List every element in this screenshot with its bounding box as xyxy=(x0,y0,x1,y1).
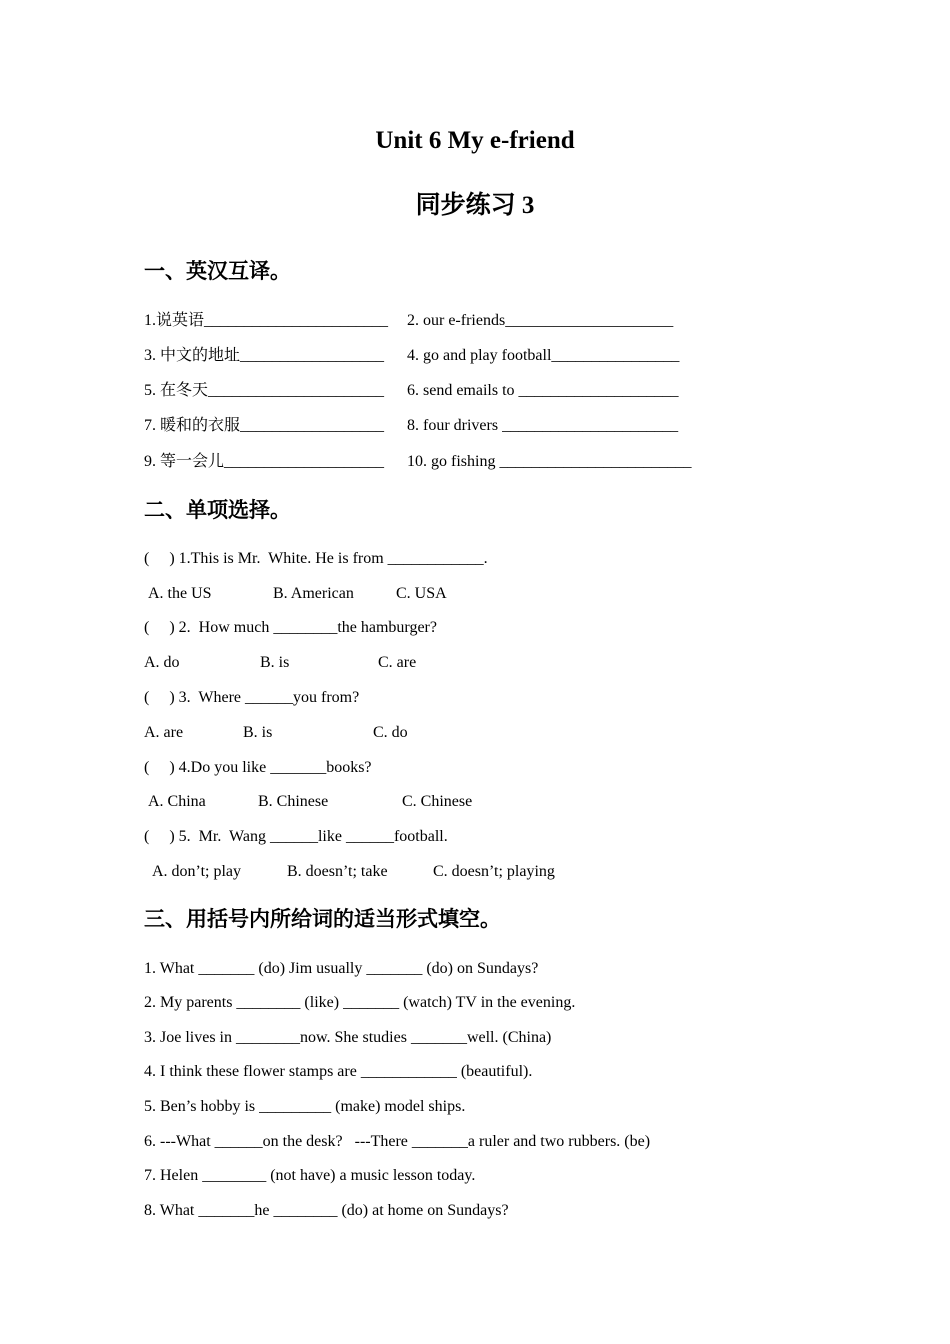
choice-question-4: ( ) 4.Do you like _______books? xyxy=(144,759,372,776)
fill-item-7: 7. Helen ________ (not have) a music lesson today. xyxy=(144,1167,476,1184)
choice-3-option-c: C. do xyxy=(373,724,408,741)
choice-question-5: ( ) 5. Mr. Wang ______like ______football. xyxy=(144,828,448,845)
fill-item-8: 8. What _______he ________ (do) at home on Sundays? xyxy=(144,1202,509,1219)
translation-item-9: 9. 等一会儿____________________ xyxy=(144,453,385,470)
choice-2-option-a: A. do xyxy=(144,654,180,671)
section2-heading: 二、单项选择。 xyxy=(144,498,291,522)
fill-item-1: 1. What _______ (do) Jim usually _______ (do) on Sundays? xyxy=(144,960,539,977)
translation-item-10: 10. go fishing ________________________ xyxy=(407,453,692,470)
fill-item-3: 3. Joe lives in ________now. She studies _______well. (China) xyxy=(144,1029,552,1046)
choice-1-option-a: A. the US xyxy=(148,585,212,602)
fill-item-5: 5. Ben’s hobby is _________ (make) model ships. xyxy=(144,1098,466,1115)
choice-3-option-b: B. is xyxy=(243,724,273,741)
translation-item-3: 3. 中文的地址__________________ xyxy=(144,347,385,364)
choice-2-option-c: C. are xyxy=(378,654,417,671)
translation-item-2: 2. our e-friends_____________________ xyxy=(407,312,674,329)
choice-4-option-c: C. Chinese xyxy=(402,793,473,810)
section1-heading: 一、英汉互译。 xyxy=(144,259,291,283)
choice-5-option-a: A. don’t; play xyxy=(152,863,242,880)
translation-item-4: 4. go and play football________________ xyxy=(407,347,680,364)
translation-item-6: 6. send emails to ____________________ xyxy=(407,382,679,399)
choice-question-2: ( ) 2. How much ________the hamburger? xyxy=(144,619,437,636)
choice-1-option-c: C. USA xyxy=(396,585,447,602)
fill-item-2: 2. My parents ________ (like) _______ (watch) TV in the evening. xyxy=(144,994,576,1011)
section3-heading: 三、用括号内所给词的适当形式填空。 xyxy=(144,907,501,931)
translation-item-1: 1.说英语_______________________ xyxy=(144,312,389,329)
choice-2-option-b: B. is xyxy=(260,654,290,671)
translation-item-7: 7. 暖和的衣服__________________ xyxy=(144,417,385,434)
choice-4-option-b: B. Chinese xyxy=(258,793,329,810)
choice-question-3: ( ) 3. Where ______you from? xyxy=(144,689,360,706)
choice-1-option-b: B. American xyxy=(273,585,354,602)
choice-question-1: ( ) 1.This is Mr. White. He is from ____________. xyxy=(144,550,488,567)
fill-item-4: 4. I think these flower stamps are ____________ (beautiful). xyxy=(144,1063,533,1080)
translation-item-8: 8. four drivers ______________________ xyxy=(407,417,679,434)
translation-item-5: 5. 在冬天______________________ xyxy=(144,382,385,399)
fill-item-6: 6. ---What ______on the desk? ---There _______a ruler and two rubbers. (be) xyxy=(144,1133,651,1150)
choice-5-option-b: B. doesn’t; take xyxy=(287,863,388,880)
page-title: Unit 6 My e-friend xyxy=(375,127,575,154)
choice-5-option-c: C. doesn’t; playing xyxy=(433,863,555,880)
choice-4-option-a: A. China xyxy=(148,793,206,810)
choice-3-option-a: A. are xyxy=(144,724,184,741)
page-subtitle: 同步练习 3 xyxy=(415,192,535,219)
